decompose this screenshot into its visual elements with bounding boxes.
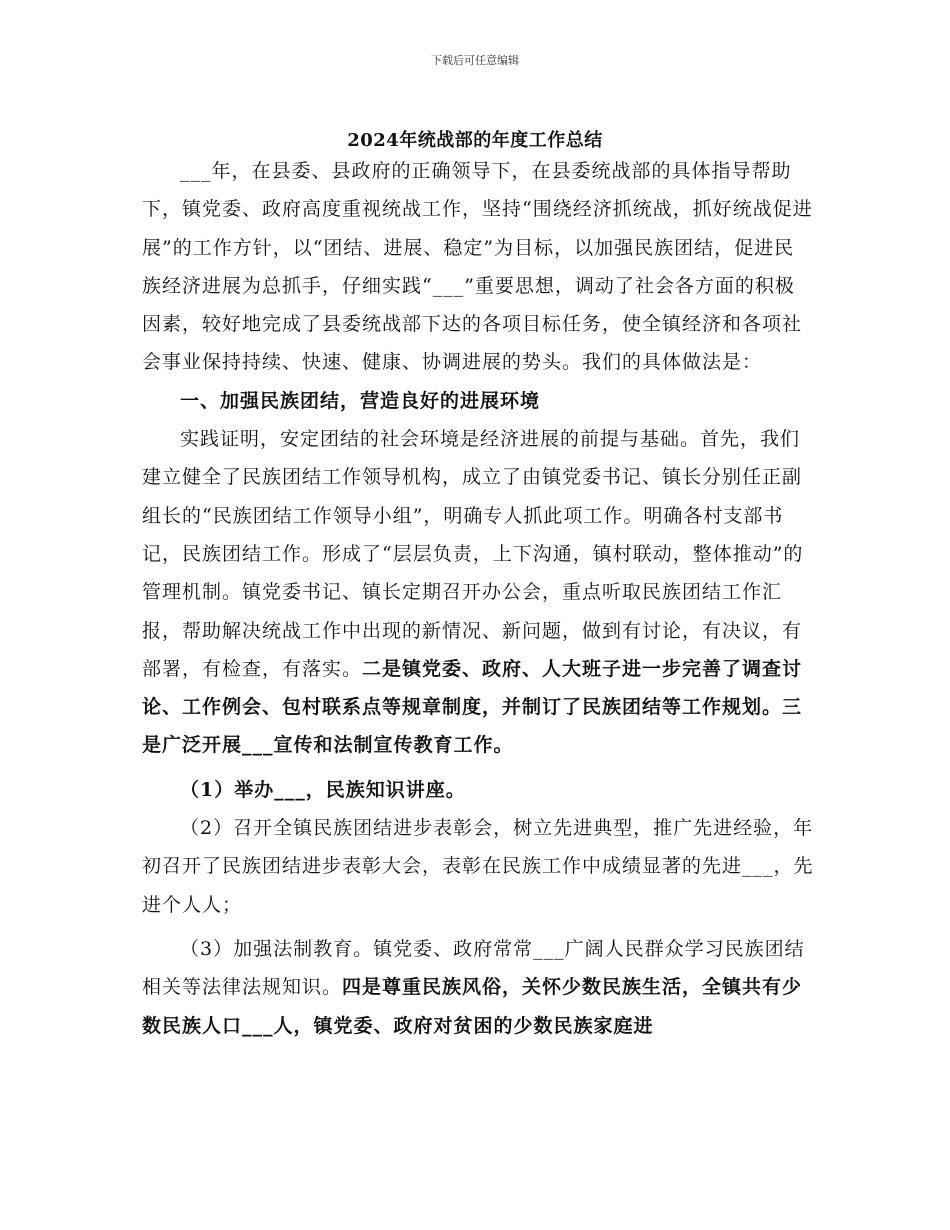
intro-paragraph: ___年，在县委、县政府的正确领导下，在县委统战部的具体指导帮助下，镇党委、政府高度重视统战工作，坚持“围绕经济抓统战，抓好统战促进展”的工作方针，以“团结、进展、稳定”为目标，以加强民族团结，促进民族经济进展为总抓手，仔细实践“___”重要思想，调动了社会各方面的积极因素，较好地完成了县委统战部下达的各项目标任务，使全镇经济和各项社会事业保持持续、快速、健康、协调进展的势头。我们的具体做法是： (142, 160, 813, 374)
list-item-2: （2）召开全镇民族团结进步表彰会，树立先进典型，推广先进经验，年初召开了民族团结进步表彰大会，表彰在民族工作中成绩显著的先进___，先进个人人； (142, 817, 814, 916)
paragraph-1 (142, 420, 814, 765)
list-item-3-text: （3）加强法制教育。镇党委、政府常常___广阔人民群众学习民族团结相关等法律法规知识。 (142, 937, 805, 999)
list-item-3-bold-text: 四是尊重民族风俗，关怀少数民族生活，全镇共有少数民族人口___人，镇党委、政府对贫困的少数民族家庭进 (142, 976, 803, 1037)
document-body (142, 152, 814, 1045)
document-title: 2024年统战部的年度工作总结 (347, 130, 603, 151)
section-heading-1: 一、加强民族团结，营造良好的进展环境 (180, 389, 541, 412)
list-item-1: （1）举办___，民族知识讲座。 (180, 778, 466, 801)
list-item-3 (142, 930, 814, 1045)
paragraph-1-bold-text: 二是镇党委、政府、人大班子进一步完善了调查讨论、工作例会、包村联系点等规章制度，并制订了民族团结等工作规划。三是广泛开展___宣传和法制宣传教育工作。 (142, 657, 803, 757)
paragraph-1-text: 实践证明，安定团结的社会环境是经济进展的前提与基础。首先，我们建立健全了民族团结工作领导机构，成立了由镇党委书记、镇长分别任正副组长的“民族团结工作领导小组”，明确专人抓此项工作。明确各村支部书记，民族团结工作。形成了“层层负责，上下沟通，镇村联动，整体推动”的管理机制。镇党委书记、镇长定期召开办公会，重点听取民族团结工作汇报，帮助解决统战工作中出现的新情况、新问题，做到有讨论，有决议，有部署，有检查，有落实。 (142, 428, 804, 680)
header-note: 下载后可任意编辑 (431, 54, 519, 67)
